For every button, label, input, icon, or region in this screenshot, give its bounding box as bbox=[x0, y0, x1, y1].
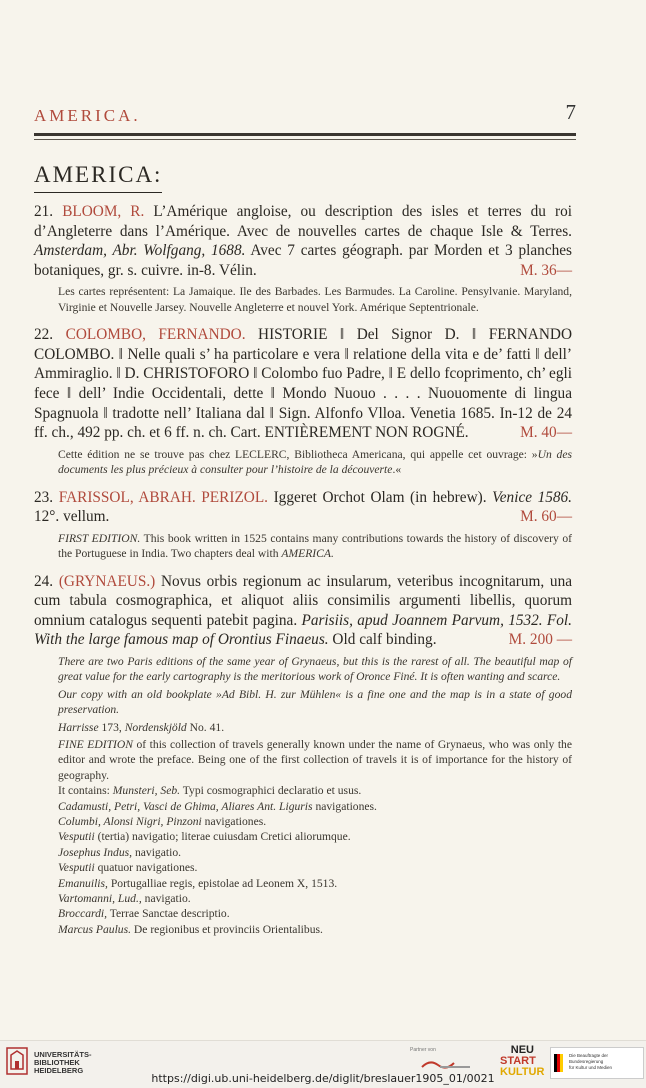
entry-author: FARISSOL, ABRAH. PERIZOL. bbox=[58, 488, 269, 506]
entry-23 bbox=[34, 488, 572, 527]
note-edition: FINE EDITION bbox=[58, 737, 133, 751]
entry-price: M. 40— bbox=[520, 424, 572, 442]
entry-number: 22. bbox=[34, 326, 54, 344]
contents-title: Portugalliae regis, epistolae ad Leonem X, 1513. bbox=[107, 876, 338, 890]
note-text: There are two Paris editions of the same year of Grynaeus, but this is the rarest of all. The beautiful map of great value for the early cartography is the meritorious work of Oronce Finé. It is often wanting and scarce. bbox=[58, 654, 572, 684]
reference-number: No. 41. bbox=[186, 720, 225, 734]
entry-note-edition bbox=[34, 737, 572, 783]
contents-author: Emanuilis, bbox=[58, 876, 108, 890]
entry-note: Les cartes représentent: La Jamaique. Ile des Barbades. Les Barmudes. La Caroline. Pensylvanie. Maryland, Virginie et Nouvelle Jarsey. Nouvelle Angleterre et nouvel York. Amérique Septentrionale. bbox=[58, 285, 572, 314]
entry-title: Iggeret Orchot Olam (in hebrew). bbox=[268, 488, 493, 506]
note-quote: Un des documents les plus précieux à consulter pour l’histoire de la découverte bbox=[58, 447, 572, 477]
entry-description: 12°. vellum. bbox=[34, 508, 110, 526]
note-emphasis: AMERICA. bbox=[281, 547, 334, 561]
entry-price: M. 200 — bbox=[508, 631, 572, 649]
entry-author: COLOMBO, FERNANDO. bbox=[65, 326, 246, 344]
entry-21 bbox=[34, 202, 572, 280]
contents-author: Vesputii bbox=[58, 861, 95, 875]
contents-item bbox=[58, 783, 572, 798]
contents-title: navigationes. bbox=[312, 799, 377, 813]
partner-label: Partner von bbox=[410, 1047, 436, 1053]
contents-item bbox=[58, 906, 572, 921]
entry-24 bbox=[34, 572, 572, 650]
entry-title: L’Amérique angloise, ou description des isles et terres du roi d’Angleterre dans l’Amérique. Avec de nouvelles cartes de chaque Isle & Terres. bbox=[34, 203, 573, 240]
neustart-word-2: START bbox=[500, 1055, 536, 1067]
federal-eagle-icon bbox=[554, 1054, 566, 1072]
note-text: This book written in 1525 contains many contributions towards the history of discovery of the Portuguese in India. Two chapters deal with bbox=[58, 531, 572, 561]
contents-author: Vartomanni, Lud., bbox=[58, 892, 142, 906]
entry-author: BLOOM, R. bbox=[62, 203, 145, 220]
entry-note-copy bbox=[34, 687, 572, 718]
contents-author: Josephus Indus, bbox=[58, 845, 133, 859]
contents-author: Munsteri, Seb. bbox=[112, 784, 181, 798]
entries bbox=[34, 202, 572, 937]
contents-item bbox=[58, 845, 572, 860]
contents-item bbox=[58, 922, 572, 937]
entry-title: HISTORIE ‖ Del Signor D. ‖ FERNANDO COLOMBO. ‖ Nelle quali s’ ha particolare e vera ‖ relatione della vita e de’ fatti ‖ dell’ Ammiraglio. ‖ D. CHRISTOFORO ‖ Colombo fuo Padre, ‖ E dello fcoprimento, ch’ egli fece ‖ dell’ Indie Occidentali, dette ‖ Mondo Nuouo . . . . Nuouomente di lingua Spagnuola ‖ tradotte nell’ Italiana dal ‖ Sign. Alfonfo Vlloa. Venetia 1685. In-12 de 24 ff. ch., 492 pp. ch. et 6 ff. n. ch. Cart. ENTIÈREMENT NON ROGNÉ. bbox=[34, 326, 572, 442]
contents-item bbox=[58, 814, 572, 829]
entry-price: M. 36— bbox=[520, 261, 572, 279]
reference-author: Nordenskjöld bbox=[124, 720, 187, 734]
neustart-word-3: KULTUR bbox=[500, 1066, 545, 1078]
entry-22 bbox=[34, 325, 572, 443]
entry-number: 23. bbox=[34, 488, 54, 506]
entry-imprint: Venice 1586. bbox=[492, 488, 573, 506]
university-logo-icon[interactable] bbox=[6, 1047, 28, 1075]
contents-item bbox=[58, 799, 572, 814]
note-edition: FIRST EDITION. bbox=[58, 531, 141, 545]
note-text: .« bbox=[392, 463, 402, 477]
header-rule-thick bbox=[34, 133, 576, 136]
contents-author: Columbi, Alonsi Nigri, Pinzoni bbox=[58, 815, 202, 828]
note-text: Our copy with an old bookplate »Ad Bibl. H. zur Mühlen« is a fine one and the map is in a state of good preservation. bbox=[58, 687, 572, 717]
running-head bbox=[34, 100, 576, 132]
contents-author: Marcus Paulus. bbox=[58, 922, 131, 936]
neustart-word-1: NEU bbox=[510, 1044, 534, 1056]
entry-note bbox=[34, 531, 572, 562]
bkm-logo[interactable] bbox=[550, 1047, 644, 1079]
contents-lead: It contains: bbox=[58, 784, 113, 798]
contents-item bbox=[58, 860, 572, 875]
header-rule-thin bbox=[34, 139, 576, 140]
page-number: 7 bbox=[565, 100, 576, 124]
contents-title: (tertia) navigatio; literae cuiusdam Cretici aliorumque. bbox=[94, 830, 351, 844]
contents-title: Typi cosmographici declaratio et usus. bbox=[180, 784, 362, 798]
entry-author: (GRYNAEUS.) bbox=[58, 572, 156, 590]
section-title-underline bbox=[34, 192, 162, 193]
neustart-kultur-logo[interactable] bbox=[500, 1044, 545, 1078]
entry-note-rarity bbox=[34, 654, 572, 685]
reference-author: Harrisse bbox=[58, 720, 99, 734]
entry-note bbox=[34, 447, 572, 478]
contents-author: Vesputii bbox=[58, 830, 95, 844]
library-name[interactable]: UNIVERSITÄTS- BIBLIOTHEK HEIDELBERG bbox=[34, 1050, 92, 1075]
contents-title: navigatio. bbox=[132, 845, 182, 859]
contents-author: Cadamusti, Petri, Vasci de Ghima, Aliares Ant. Liguris bbox=[58, 799, 313, 813]
contents-author: Broccardi, bbox=[58, 907, 108, 921]
contents-item bbox=[58, 876, 572, 891]
contents-item bbox=[58, 829, 572, 844]
entry-description: Avec 7 cartes géograph. par Morden et 3 planches botaniques, gr. s. cuivre. in-8. Vélin. bbox=[34, 242, 573, 279]
entry-number: 21. bbox=[34, 203, 54, 220]
contents-title: navigatio. bbox=[141, 892, 191, 906]
note-text: of this collection of travels generally known under the name of Grynaeus, who was only the editor and wrote the preface. Being one of the first collection of travels it is of importance for the history of geography. bbox=[58, 737, 572, 782]
section-title: AMERICA: bbox=[34, 162, 163, 187]
contents-item bbox=[58, 891, 572, 906]
entry-note-references bbox=[34, 720, 572, 735]
entry-number: 24. bbox=[34, 572, 54, 590]
contents-title: De regionibus et provinciis Orientalibus. bbox=[131, 922, 323, 936]
entry-title: Novus orbis regionum ac insularum, veteribus incognitarum, una cum tabula cosmographica, et aliquot aliis consimilis argumenti libellis, quorum omnium catalogus sequenti patebit pagina. bbox=[34, 572, 573, 629]
partner-logo-icon[interactable] bbox=[420, 1057, 472, 1071]
contents-list bbox=[34, 783, 572, 937]
entry-imprint: Parisiis, apud Joannem Parvum, 1532. Fol. With the large famous map of Orontius Finaeus. bbox=[34, 611, 572, 649]
entry-price: M. 60— bbox=[520, 508, 572, 526]
page-url-link[interactable]: https://digi.ub.uni-heidelberg.de/diglit/breslauer1905_01/0021 bbox=[151, 1072, 495, 1085]
contents-title: quatuor navigationes. bbox=[94, 861, 198, 875]
reference-number: 173, bbox=[98, 720, 125, 734]
viewer-footer bbox=[0, 1040, 646, 1088]
running-title: AMERICA. bbox=[34, 106, 141, 125]
contents-title: navigationes. bbox=[201, 815, 267, 828]
contents-title: Terrae Sanctae descriptio. bbox=[107, 907, 230, 921]
entry-imprint: Amsterdam, Abr. Wolfgang, 1688. bbox=[34, 242, 246, 260]
note-text: Cette édition ne se trouve pas chez LECLERC, Bibliotheca Americana, qui appelle cet ouvrage: » bbox=[58, 447, 538, 461]
bkm-text: Die Beauftragte der Bundesregierung für Kultur und Medien bbox=[569, 1053, 613, 1070]
entry-description: Old calf binding. bbox=[328, 631, 437, 649]
